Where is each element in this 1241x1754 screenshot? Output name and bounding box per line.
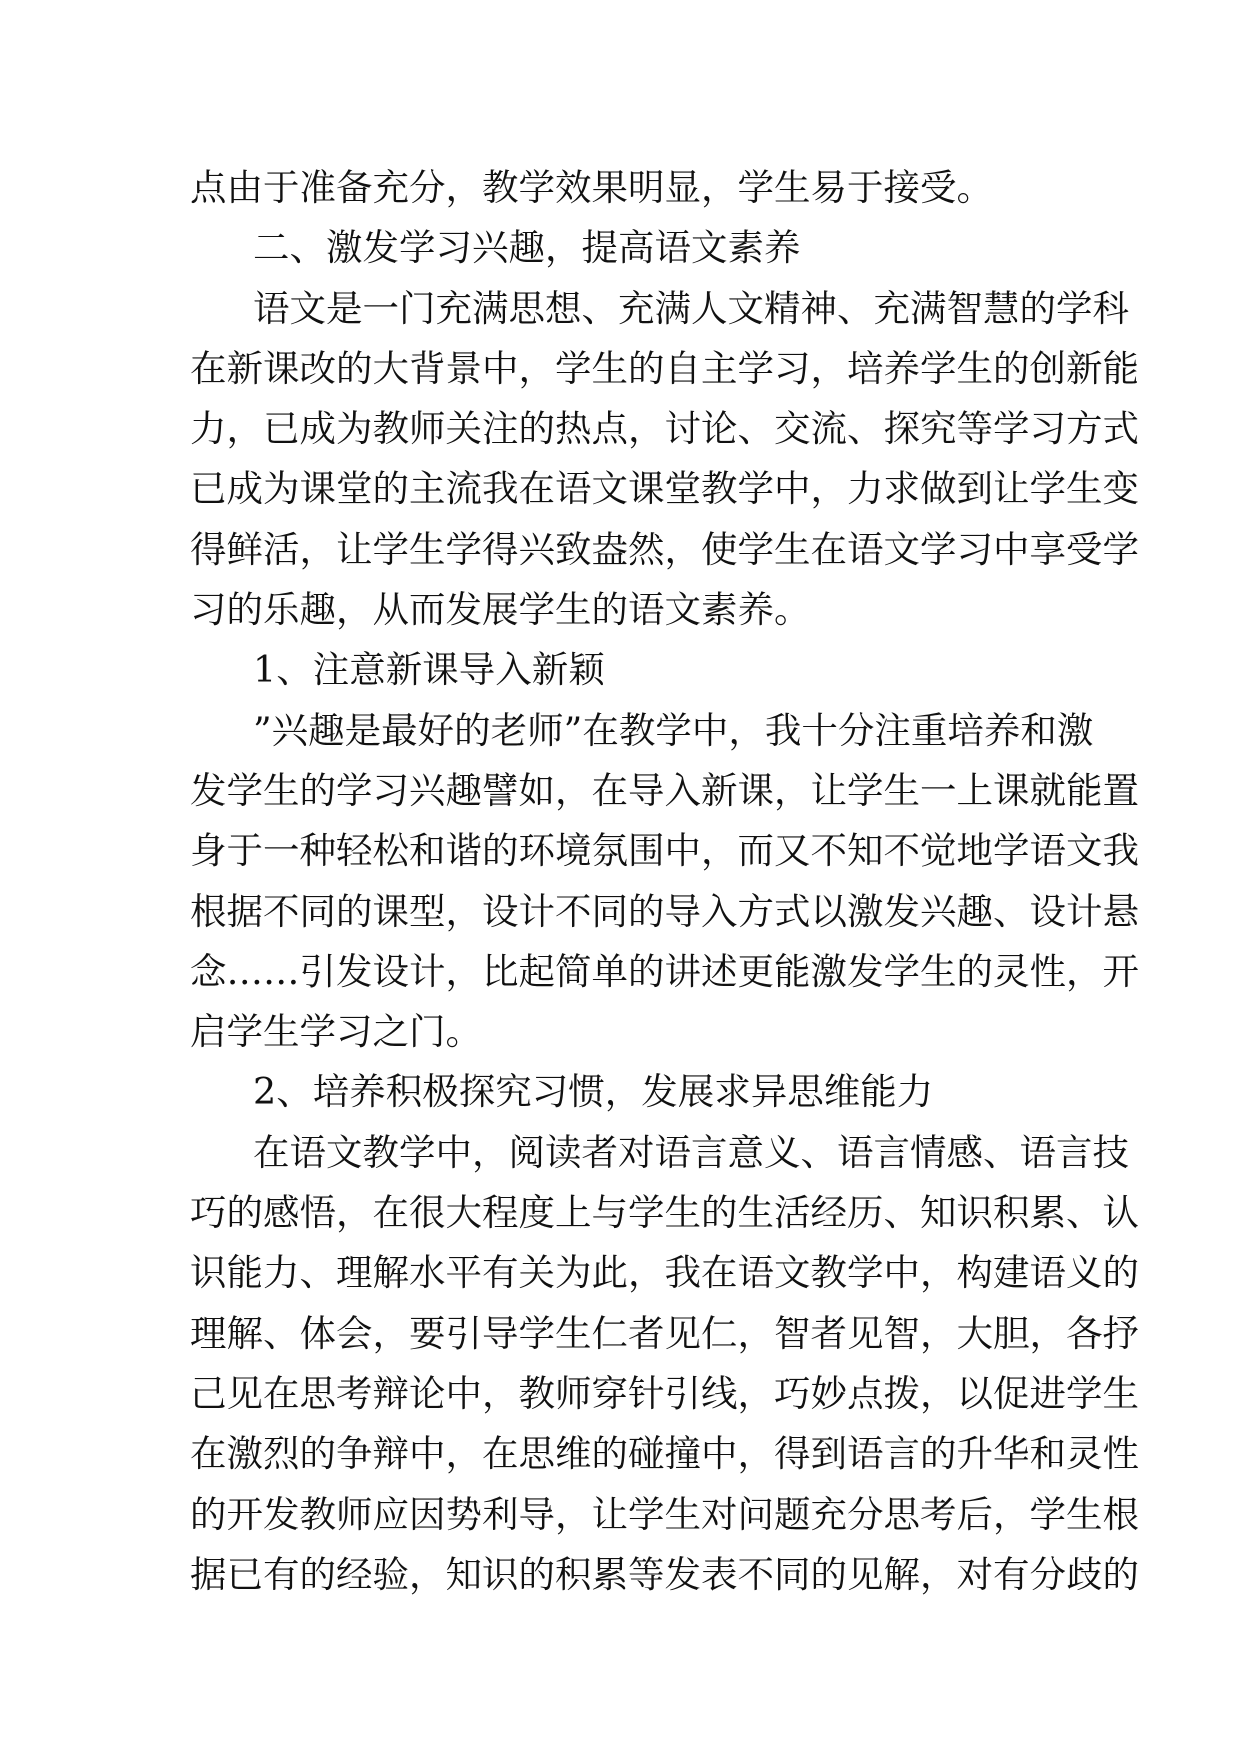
- body-text: [190, 158, 1139, 1605]
- text-line: 得鲜活，让学生学得兴致盎然，使学生在语文学习中享受学: [190, 527, 1139, 571]
- text-line: 理解、体会，要引导学生仁者见仁，智者见智，大胆，各抒: [190, 1311, 1139, 1355]
- text-line: 的开发教师应因势利导，让学生对问题充分思考后，学生根: [190, 1492, 1139, 1536]
- paragraph-first-line: 1、注意新课导入新颖: [253, 648, 605, 692]
- text-line: 点由于准备充分，教学效果明显，学生易于接受。: [190, 166, 993, 209]
- text-line: 据已有的经验，知识的积累等发表不同的见解，对有分歧的: [190, 1552, 1139, 1596]
- text-line: 在新课改的大背景中，学生的自主学习，培养学生的创新能: [190, 346, 1139, 390]
- text-line: 念……引发设计，比起简单的讲述更能激发学生的灵性，开: [190, 949, 1139, 993]
- paragraph-first-line: 2、培养积极探究习惯，发展求异思维能力: [253, 1070, 934, 1114]
- text-line: 习的乐趣，从而发展学生的语文素养。: [190, 588, 811, 632]
- text-line: 巧的感悟，在很大程度上与学生的生活经历、知识积累、认: [190, 1191, 1139, 1235]
- text-line: 启学生学习之门。: [190, 1010, 482, 1054]
- text-line: 力，已成为教师关注的热点，讨论、交流、探究等学习方式: [190, 407, 1139, 451]
- paragraph-first-line: 语文是一门充满思想、充满人文精神、充满智慧的学科: [253, 286, 1129, 330]
- paragraph-first-line: 在语文教学中，阅读者对语言意义、语言情感、语言技: [253, 1130, 1129, 1174]
- paragraph-first-line: ”兴趣是最好的老师”在教学中，我十分注重培养和激: [253, 708, 1094, 752]
- text-line: 已成为课堂的主流我在语文课堂教学中，力求做到让学生变: [190, 467, 1139, 511]
- text-line: 识能力、理解水平有关为此，我在语文教学中，构建语义的: [190, 1251, 1139, 1295]
- text-line: 在激烈的争辩中，在思维的碰撞中，得到语言的升华和灵性: [190, 1432, 1139, 1476]
- text-line: 发学生的学习兴趣譬如，在导入新课，让学生一上课就能置: [190, 768, 1139, 812]
- text-line: 己见在思考辩论中，教师穿针引线，巧妙点拨，以促进学生: [190, 1371, 1139, 1415]
- paragraph-first-line: 二、激发学习兴趣，提高语文素养: [253, 226, 801, 270]
- text-line: 根据不同的课型，设计不同的导入方式以激发兴趣、设计悬: [190, 889, 1139, 933]
- text-line: 身于一种轻松和谐的环境氛围中，而又不知不觉地学语文我: [190, 829, 1139, 873]
